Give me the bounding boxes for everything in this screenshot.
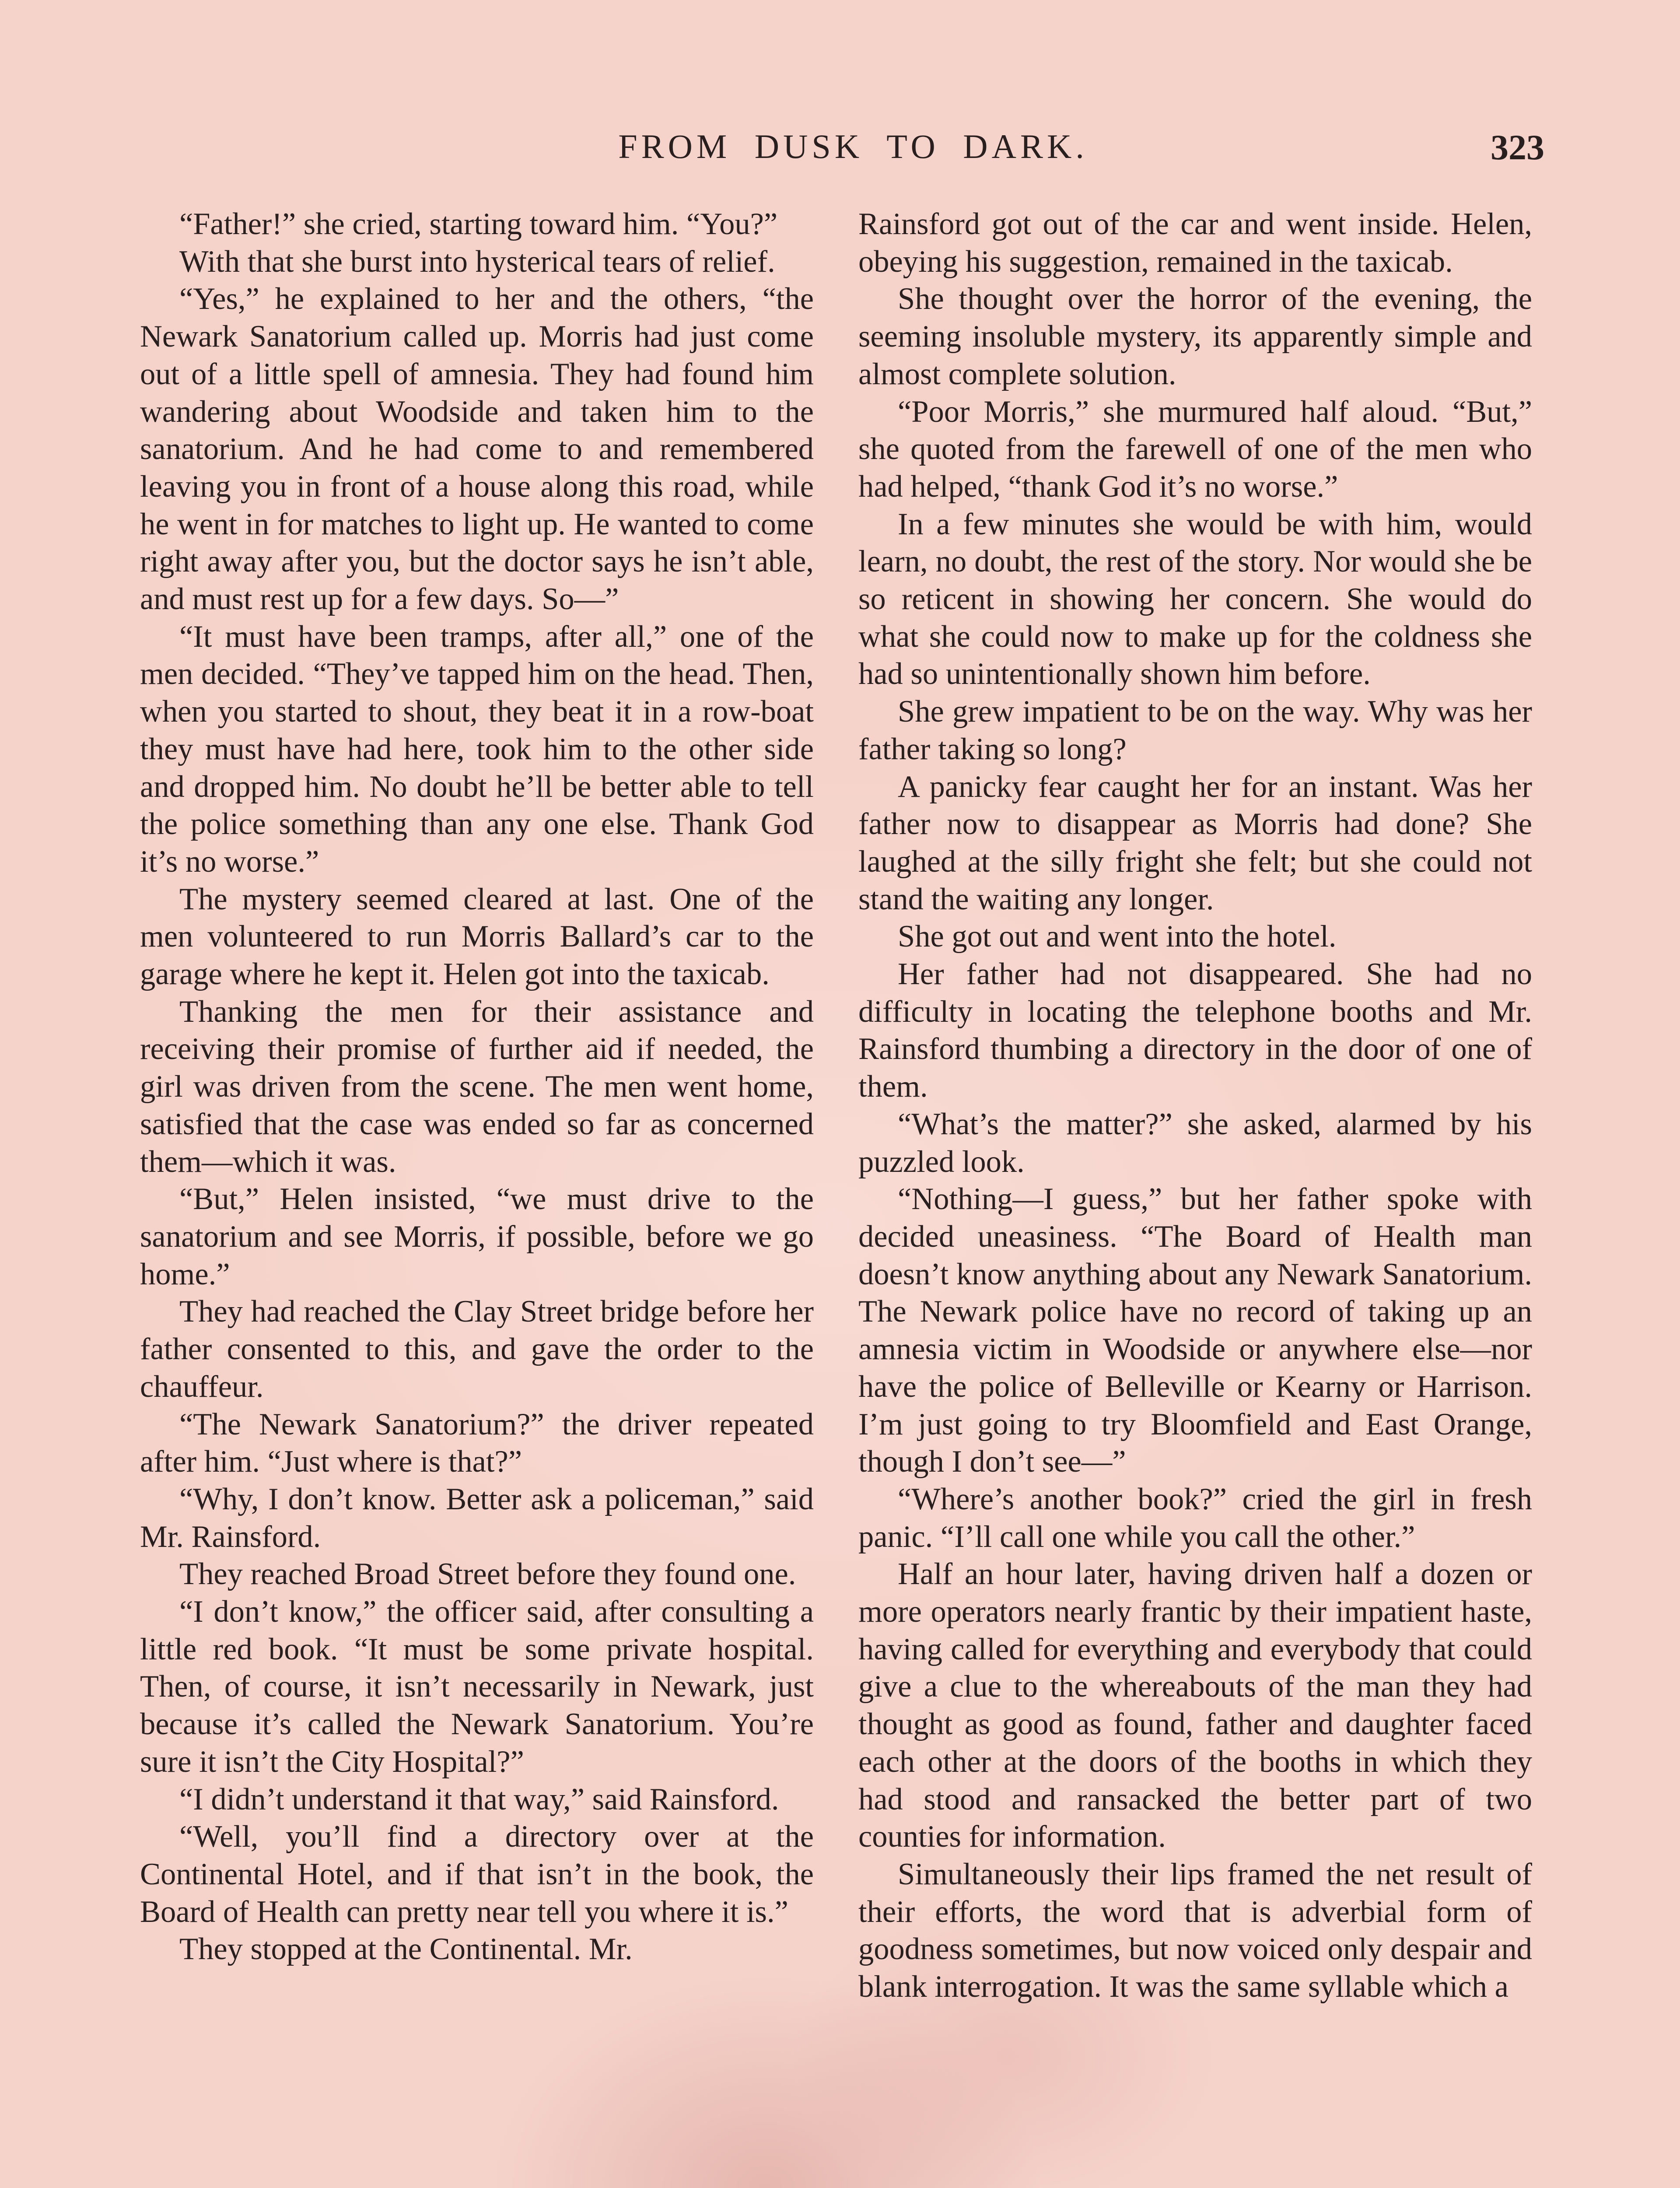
paragraph-continued: Rainsford got out of the car and went inside. Helen, obeying his suggestion, remained in the taxicab. — [858, 207, 1532, 279]
page-header — [149, 127, 1558, 179]
paragraph: She got out and went into the hotel. — [898, 919, 1337, 954]
paragraph: They reached Broad Street before they found one. — [179, 1557, 796, 1592]
paragraph: “Why, I don’t know. Better ask a policeman,” said Mr. Rainsford. — [140, 1482, 814, 1554]
paragraph: “What’s the matter?” she asked, alarmed by his puzzled look. — [858, 1107, 1532, 1179]
paragraph: A panicky fear caught her for an instant. Was her father now to disappear as Morris had done? She laughed at the silly fright she felt; but she could not stand the waiting any longer. — [858, 769, 1532, 916]
paragraph: “Well, you’ll find a directory over at the Continental Hotel, and if that isn’t in the book, the Board of Health can pretty near tell you where it is.” — [140, 1820, 814, 1929]
paragraph: “I didn’t understand it that way,” said Rainsford. — [179, 1782, 779, 1816]
paragraph: Her father had not disappeared. She had no difficulty in locating the telephone booths and Mr. Rainsford thumbing a directory in the door of one of them. — [858, 957, 1532, 1104]
paragraph: “I don’t know,” the officer said, after consulting a little red book. “It must be some private hospital. Then, of course, it isn’t necessarily in Newark, just because it’s called the Newark Sanatorium. You’re sure it isn’t the City Hospital?” — [140, 1595, 814, 1779]
paragraph: “But,” Helen insisted, “we must drive to the sanatorium and see Morris, if possible, before we go home.” — [140, 1182, 814, 1291]
paragraph: She grew impatient to be on the way. Why was her father taking so long? — [858, 694, 1532, 766]
paragraph: “It must have been tramps, after all,” one of the men decided. “They’ve tapped him on the head. Then, when you started to shout, they beat it in a row-boat they must have had here, took him to the other side and dropped him. No doubt he’ll be better able to tell the police something than any one else. Thank God it’s no worse.” — [140, 619, 814, 879]
right-column — [858, 206, 1532, 2188]
paragraph: With that she burst into hysterical tears of relief. — [179, 244, 775, 279]
paragraph: In a few minutes she would be with him, would learn, no doubt, the rest of the story. Nor would she be so reticent in showing her concern. She would do what she could now to make up for the coldness she had so unintentionally shown him before. — [858, 507, 1532, 691]
running-title: FROM DUSK TO DARK. — [618, 127, 1088, 165]
paragraph: “Father!” she cried, starting toward him. “You?” — [179, 207, 778, 241]
paragraph: “Where’s another book?” cried the girl in fresh panic. “I’ll call one while you call the other.” — [858, 1482, 1532, 1554]
paragraph: “The Newark Sanatorium?” the driver repeated after him. “Just where is that?” — [140, 1407, 814, 1479]
paragraph: Half an hour later, having driven half a dozen or more operators nearly frantic by their impatient haste, having called for everything and everybody that could give a clue to the whereabouts of the man they had thought as good as found, father and daughter faced each other at the doors of the booths in which they had stood and ransacked the better part of two counties for information. — [858, 1557, 1532, 1854]
paragraph: Simultaneously their lips framed the net result of their efforts, the word that is adverbial form of goodness sometimes, but now voiced only despair and blank interrogation. It was the same syllable which a — [858, 1857, 1532, 2004]
left-column — [140, 206, 814, 2188]
paragraph: “Yes,” he explained to her and the others, “the Newark Sanatorium called up. Morris had just come out of a little spell of amnesia. They had found him wandering about Woodside and taken him to the sanatorium. And he had come to and remembered leaving you in front of a house along this road, while he went in for matches to light up. He wanted to come right away after you, but the doctor says he isn’t able, and must rest up for a few days. So—” — [140, 282, 814, 617]
page-number: 323 — [1491, 127, 1544, 167]
paragraph: They had reached the Clay Street bridge before her father consented to this, and gave the order to the chauffeur. — [140, 1294, 814, 1404]
paragraph: “Poor Morris,” she murmured half aloud. “But,” she quoted from the farewell of one of the men who had helped, “thank God it’s no worse.” — [858, 394, 1532, 504]
paragraph: The mystery seemed cleared at last. One of the men volunteered to run Morris Ballard’s car to the garage where he kept it. Helen got into the taxicab. — [140, 882, 814, 992]
paragraph: Thanking the men for their assistance and receiving their promise of further aid if needed, the girl was driven from the scene. The men went home, satisfied that the case was ended so far as concerned them—which it was. — [140, 994, 814, 1179]
paragraph: They stopped at the Continental. Mr. — [179, 1932, 633, 1967]
paragraph: She thought over the horror of the evening, the seeming insoluble mystery, its apparently simple and almost complete solution. — [858, 282, 1532, 391]
paragraph: “Nothing—I guess,” but her father spoke with decided uneasiness. “The Board of Health man doesn’t know anything about any Newark Sanatorium. The Newark police have no record of taking up an amnesia victim in Woodside or anywhere else—nor have the police of Belleville or Kearny or Harrison. I’m just going to try Bloomfield and East Orange, though I don’t see—” — [858, 1182, 1532, 1479]
